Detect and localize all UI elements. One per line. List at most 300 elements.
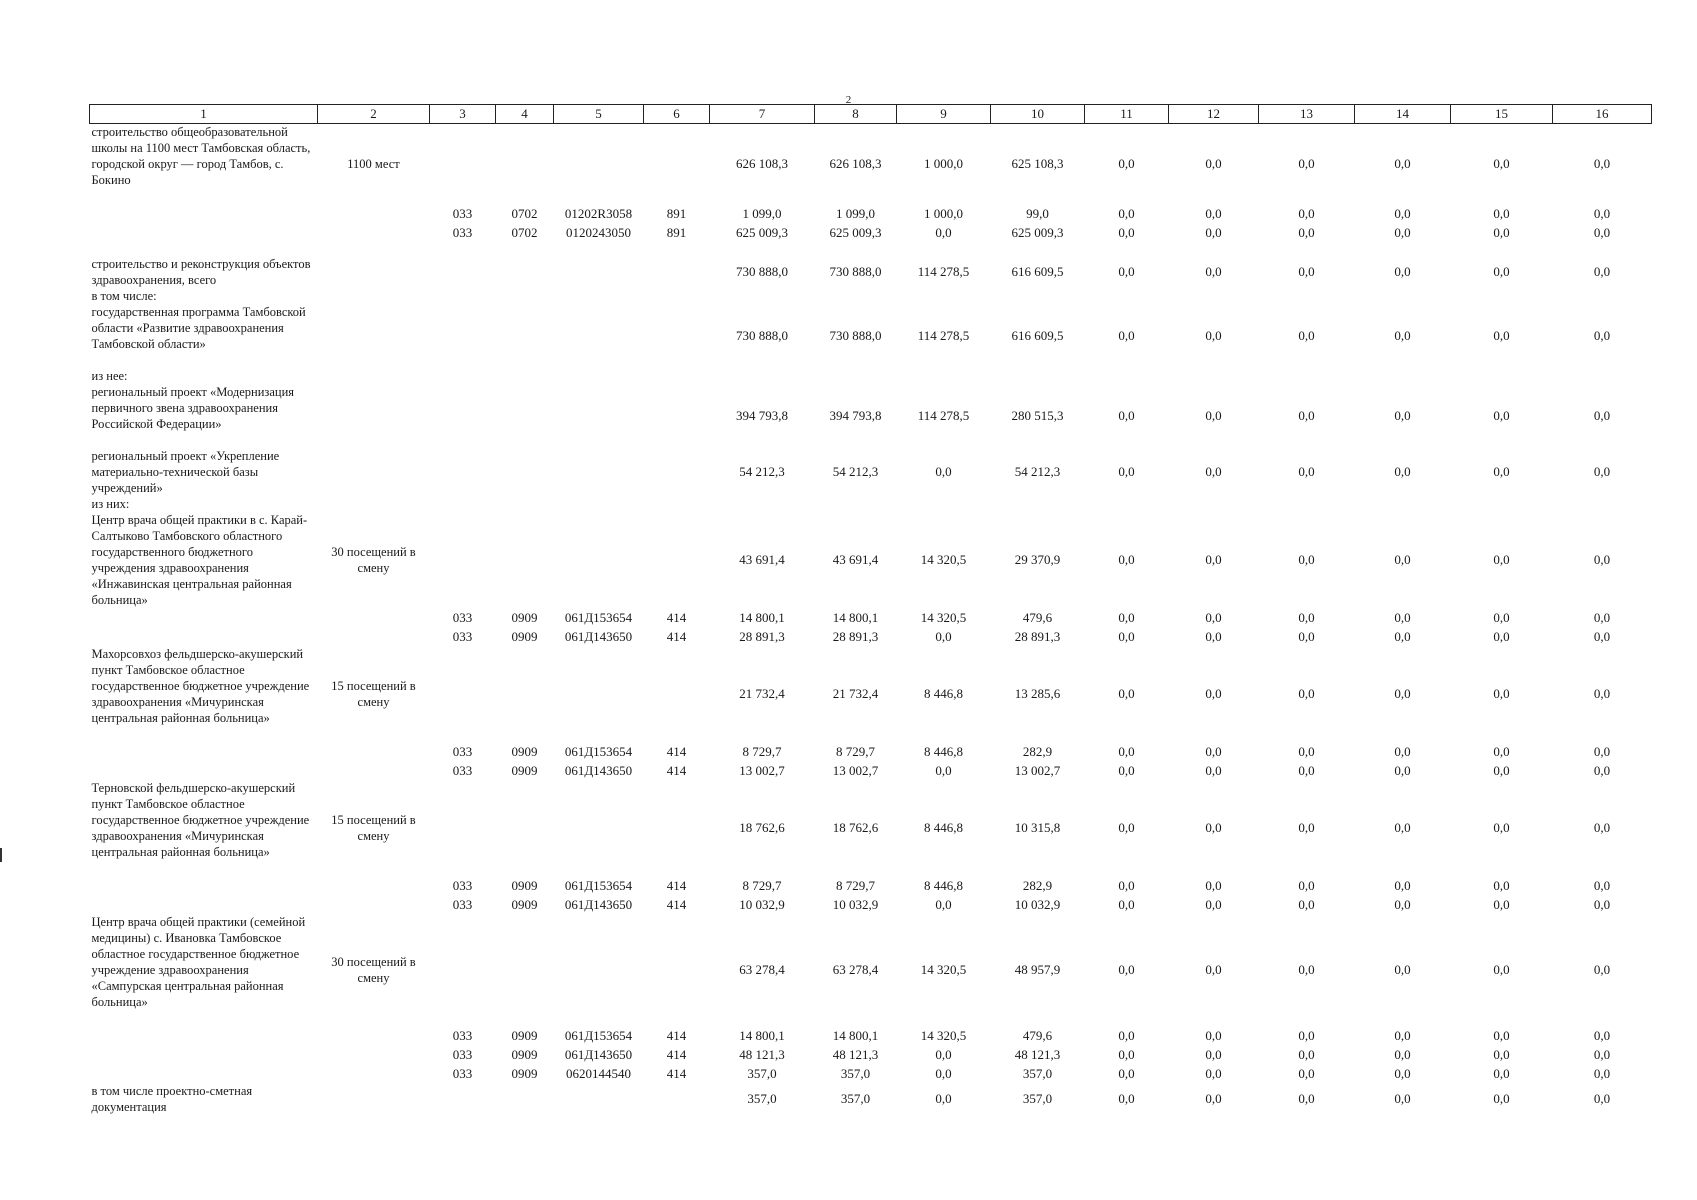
empty-code-cell [430,124,496,205]
item-capacity: 15 посещений в смену [331,813,416,843]
value-col-13: 0,0 [1298,1027,1315,1043]
column-header-16: 16 [1553,105,1652,124]
column-header-8: 8 [815,105,897,124]
target-article-code: 061Д143650 [564,1046,633,1062]
empty-name-cell [90,1026,318,1045]
value-col-9: 14 320,5 [920,962,967,977]
value-col-12: 0,0 [1205,328,1222,343]
value-col-8: 48 121,3 [832,1046,879,1062]
item-row [90,512,1652,608]
value-col-16: 0,0 [1593,156,1611,171]
column-header-3: 3 [430,105,496,124]
value-col-8: 1 099,0 [836,205,875,221]
expense-type-code: 414 [666,743,687,759]
value-col-10: 13 285,6 [1014,686,1061,701]
empty-capacity-cell [318,1026,430,1045]
value-col-15: 0,0 [1493,628,1510,644]
empty-code-cell [644,780,710,876]
empty-code-cell [430,384,496,448]
value-col-13: 0,0 [1298,628,1315,644]
value-col-16: 0,0 [1593,877,1611,893]
item-name: Центр врача общей практики в с. Карай-Салтыково Тамбовского областного государственного бюджетного учреждения здравоохранения «Инжавинская центральная районная больница» [91,513,308,607]
empty-code-cell [554,914,644,1026]
value-col-12: 0,0 [1205,877,1222,893]
value-col-16: 0,0 [1593,762,1611,778]
empty-code-cell [554,256,644,288]
item-row [90,384,1652,448]
empty-code-cell [496,1083,554,1115]
value-col-14: 0,0 [1394,686,1411,701]
empty-capacity-cell [318,1045,430,1064]
value-col-11: 0,0 [1118,962,1135,977]
empty-code-cell [496,914,554,1026]
ministry-code: 033 [452,743,473,759]
value-col-8: 357,0 [840,1065,871,1081]
value-col-10: 282,9 [1022,743,1053,759]
value-col-14: 0,0 [1394,962,1411,977]
value-col-8: 14 800,1 [832,1027,879,1043]
ministry-code: 033 [452,205,473,221]
empty-code-cell [430,914,496,1026]
value-col-12: 0,0 [1205,464,1222,479]
value-col-11: 0,0 [1118,156,1135,171]
item-row [90,304,1652,368]
value-col-11: 0,0 [1118,408,1135,423]
target-article-code: 061Д153654 [564,1027,633,1043]
value-col-11: 0,0 [1118,686,1135,701]
value-col-14: 0,0 [1394,628,1411,644]
value-col-16: 0,0 [1593,628,1611,644]
empty-name-cell [90,876,318,895]
value-col-10: 479,6 [1022,609,1053,625]
value-col-7: 625 009,3 [736,224,788,240]
value-col-16: 0,0 [1593,408,1611,423]
value-col-12: 0,0 [1205,962,1222,977]
value-col-9: 8 446,8 [924,877,963,893]
column-header-10: 10 [991,105,1085,124]
item-row [90,448,1652,496]
empty-code-cell [430,304,496,368]
empty-capacity-cell [318,876,430,895]
code-row [90,223,1652,242]
value-col-7: 28 891,3 [739,628,785,644]
item-capacity [318,448,430,496]
value-col-10: 13 002,7 [1014,762,1061,778]
value-col-7: 394 793,8 [736,408,788,423]
empty-code-cell [644,1083,710,1115]
value-col-9: 1 000,0 [924,156,963,171]
value-col-11: 0,0 [1118,743,1135,759]
code-row [90,876,1652,895]
ministry-code: 033 [452,1027,473,1043]
empty-code-cell [496,256,554,288]
empty-code-cell [554,512,644,608]
section-label-row [90,368,1652,384]
value-col-12: 0,0 [1205,1091,1222,1106]
code-row [90,1064,1652,1083]
ministry-code: 033 [452,628,473,644]
empty-code-cell [554,1083,644,1115]
value-col-16: 0,0 [1593,1065,1611,1081]
value-col-12: 0,0 [1205,1027,1222,1043]
value-col-15: 0,0 [1493,328,1510,343]
value-col-9: 14 320,5 [920,1027,967,1043]
value-col-8: 28 891,3 [832,628,879,644]
value-col-14: 0,0 [1394,464,1411,479]
empty-code-cell [430,646,496,742]
value-col-16: 0,0 [1593,1027,1611,1043]
value-col-12: 0,0 [1205,205,1222,221]
value-col-9: 1 000,0 [924,205,963,221]
empty-code-cell [554,384,644,448]
empty-capacity-cell [318,223,430,242]
column-number-header [90,105,1652,124]
value-col-7: 10 032,9 [739,896,785,912]
empty-name-cell [90,895,318,914]
value-col-7: 54 212,3 [739,464,785,479]
section-label: из нее: [91,369,128,383]
empty-code-cell [644,512,710,608]
item-name: в том числе проектно-сметная документация [91,1084,253,1114]
value-col-16: 0,0 [1593,552,1611,567]
value-col-16: 0,0 [1593,205,1611,221]
code-row [90,761,1652,780]
value-col-12: 0,0 [1205,224,1222,240]
value-col-7: 8 729,7 [742,877,782,893]
empty-name-cell [90,627,318,646]
value-col-9: 114 278,5 [917,264,970,279]
value-col-7: 730 888,0 [736,264,788,279]
value-col-11: 0,0 [1118,820,1135,835]
code-row [90,608,1652,627]
value-col-12: 0,0 [1205,1065,1222,1081]
item-row [90,646,1652,742]
empty-code-cell [430,512,496,608]
value-col-11: 0,0 [1118,877,1135,893]
empty-capacity-cell [318,761,430,780]
value-col-9: 8 446,8 [924,686,963,701]
column-header-6: 6 [644,105,710,124]
value-col-12: 0,0 [1205,408,1222,423]
item-name: Центр врача общей практики (семейной медицины) с. Ивановка Тамбовское областное государственное бюджетное учреждение здравоохранения «Сампурская центральная районная больница» [91,915,306,1009]
expense-type-code: 414 [666,1027,687,1043]
value-col-11: 0,0 [1118,224,1135,240]
empty-code-cell [554,304,644,368]
ministry-code: 033 [452,1046,473,1062]
value-col-8: 357,0 [840,1091,871,1106]
value-col-7: 13 002,7 [739,762,785,778]
value-col-11: 0,0 [1118,205,1135,221]
ministry-code: 033 [452,877,473,893]
value-col-11: 0,0 [1118,264,1135,279]
value-col-15: 0,0 [1493,205,1510,221]
section-code: 0702 [511,205,538,221]
empty-code-cell [496,124,554,205]
column-header-2: 2 [318,105,430,124]
value-col-16: 0,0 [1593,224,1611,240]
value-col-8: 63 278,4 [832,962,879,977]
value-col-12: 0,0 [1205,628,1222,644]
value-col-14: 0,0 [1394,156,1411,171]
expense-type-code: 414 [666,762,687,778]
column-header-1: 1 [90,105,318,124]
ministry-code: 033 [452,224,473,240]
value-col-15: 0,0 [1493,609,1510,625]
target-article-code: 0620144540 [566,1065,631,1081]
ministry-code: 033 [452,896,473,912]
value-col-16: 0,0 [1593,743,1611,759]
expense-type-code: 414 [666,1046,687,1062]
value-col-11: 0,0 [1118,896,1135,912]
empty-code-cell [496,646,554,742]
value-col-12: 0,0 [1205,762,1222,778]
value-col-11: 0,0 [1118,1091,1135,1106]
value-col-10: 280 515,3 [1011,408,1064,423]
value-col-16: 0,0 [1593,464,1611,479]
value-col-11: 0,0 [1118,464,1135,479]
value-col-10: 10 032,9 [1014,896,1061,912]
value-col-8: 730 888,0 [829,328,882,343]
empty-code-cell [496,448,554,496]
code-row [90,627,1652,646]
value-col-10: 625 108,3 [1011,156,1064,171]
value-col-13: 0,0 [1298,156,1315,171]
value-col-7: 48 121,3 [739,1046,785,1062]
column-header-4: 4 [496,105,554,124]
value-col-7: 14 800,1 [739,1027,785,1043]
value-col-15: 0,0 [1493,1091,1510,1106]
value-col-12: 0,0 [1205,686,1222,701]
value-col-13: 0,0 [1298,1065,1315,1081]
value-col-13: 0,0 [1298,743,1315,759]
empty-capacity-cell [318,627,430,646]
value-col-14: 0,0 [1394,820,1411,835]
value-col-14: 0,0 [1394,552,1411,567]
expense-type-code: 414 [666,628,687,644]
value-col-16: 0,0 [1593,1046,1611,1062]
value-col-10: 48 957,9 [1014,962,1061,977]
empty-capacity-cell [318,608,430,627]
value-col-13: 0,0 [1298,762,1315,778]
value-col-9: 114 278,5 [917,408,970,423]
value-col-8: 625 009,3 [829,224,882,240]
value-col-13: 0,0 [1298,877,1315,893]
empty-code-cell [644,304,710,368]
empty-code-cell [644,124,710,205]
column-header-12: 12 [1169,105,1259,124]
value-col-8: 626 108,3 [829,156,882,171]
value-col-13: 0,0 [1298,552,1315,567]
value-col-13: 0,0 [1298,224,1315,240]
section-code: 0909 [511,762,538,778]
item-name: Махорсовхоз фельдшерско-акушерский пункт Тамбовское областное государственное бюджетное учреждение здравоохранения «Мичуринская центральная районная больница» [91,647,310,725]
value-col-9: 0,0 [935,628,952,644]
value-col-14: 0,0 [1394,328,1411,343]
value-col-13: 0,0 [1298,1091,1315,1106]
empty-code-cell [496,780,554,876]
value-col-9: 0,0 [935,464,952,479]
value-col-16: 0,0 [1593,1091,1611,1106]
value-col-12: 0,0 [1205,743,1222,759]
scan-margin-mark [0,848,2,862]
value-col-16: 0,0 [1593,820,1611,835]
section-code: 0909 [511,743,538,759]
value-col-13: 0,0 [1298,464,1315,479]
value-col-7: 43 691,4 [739,552,785,567]
value-col-11: 0,0 [1118,628,1135,644]
budget-table [89,104,1652,1115]
page-number: 2 [845,94,852,106]
target-article-code: 061Д153654 [564,609,633,625]
value-col-15: 0,0 [1493,408,1510,423]
value-col-13: 0,0 [1298,896,1315,912]
section-code: 0909 [511,896,538,912]
value-col-14: 0,0 [1394,1027,1411,1043]
item-row [90,914,1652,1026]
value-col-15: 0,0 [1493,743,1510,759]
empty-code-cell [430,1083,496,1115]
value-col-8: 21 732,4 [832,686,879,701]
value-col-15: 0,0 [1493,762,1510,778]
value-col-8: 14 800,1 [832,609,879,625]
expense-type-code: 891 [666,224,687,240]
ministry-code: 033 [452,1065,473,1081]
value-col-14: 0,0 [1394,1091,1411,1106]
value-col-8: 394 793,8 [829,408,882,423]
value-col-15: 0,0 [1493,686,1510,701]
column-header-13: 13 [1259,105,1355,124]
value-col-7: 357,0 [747,1091,777,1106]
value-col-8: 10 032,9 [832,896,879,912]
empty-code-cell [430,256,496,288]
code-row [90,1026,1652,1045]
value-col-13: 0,0 [1298,609,1315,625]
section-code: 0909 [511,1027,538,1043]
value-col-15: 0,0 [1493,877,1510,893]
empty-code-cell [554,646,644,742]
value-col-9: 0,0 [935,1046,952,1062]
empty-code-cell [644,448,710,496]
target-article-code: 061Д143650 [564,896,633,912]
value-col-15: 0,0 [1493,1027,1510,1043]
item-name: государственная программа Тамбовской области «Развитие здравоохранения Тамбовской области» [91,305,306,351]
value-col-12: 0,0 [1205,156,1222,171]
value-col-9: 0,0 [935,896,952,912]
value-col-11: 0,0 [1118,609,1135,625]
value-col-9: 14 320,5 [920,552,967,567]
value-col-13: 0,0 [1298,1046,1315,1062]
item-capacity: 30 посещений в смену [331,955,416,985]
item-row [90,780,1652,876]
value-col-14: 0,0 [1394,205,1411,221]
value-col-16: 0,0 [1593,264,1611,279]
table-body [90,124,1652,1116]
value-col-10: 28 891,3 [1014,628,1061,644]
target-article-code: 0120243050 [566,224,631,240]
value-col-12: 0,0 [1205,552,1222,567]
column-header-5: 5 [554,105,644,124]
empty-code-cell [496,304,554,368]
target-article-code: 061Д143650 [564,628,633,644]
value-col-10: 10 315,8 [1014,820,1061,835]
value-col-16: 0,0 [1593,962,1611,977]
value-col-13: 0,0 [1298,820,1315,835]
value-col-16: 0,0 [1593,328,1611,343]
target-article-code: 061Д153654 [564,743,633,759]
empty-capacity-cell [318,895,430,914]
value-col-11: 0,0 [1118,1046,1135,1062]
value-col-11: 0,0 [1118,328,1135,343]
section-code: 0909 [511,877,538,893]
empty-name-cell [90,223,318,242]
item-capacity [318,1083,430,1115]
value-col-14: 0,0 [1394,408,1411,423]
value-col-11: 0,0 [1118,1065,1135,1081]
value-col-11: 0,0 [1118,552,1135,567]
value-col-10: 616 609,5 [1011,264,1064,279]
value-col-7: 1 099,0 [742,205,782,221]
value-col-13: 0,0 [1298,205,1315,221]
column-header-7: 7 [710,105,815,124]
value-col-13: 0,0 [1298,686,1315,701]
value-col-7: 14 800,1 [739,609,785,625]
value-col-8: 730 888,0 [829,264,882,279]
empty-cell [318,496,1652,512]
item-row [90,124,1652,205]
value-col-11: 0,0 [1118,762,1135,778]
target-article-code: 061Д143650 [564,762,633,778]
value-col-14: 0,0 [1394,877,1411,893]
ministry-code: 033 [452,762,473,778]
section-label-row [90,496,1652,512]
empty-cell [318,368,1652,384]
value-col-12: 0,0 [1205,896,1222,912]
empty-name-cell [90,742,318,761]
item-name: региональный проект «Укрепление материально-технической базы учреждений» [91,449,280,495]
section-code: 0909 [511,1065,538,1081]
item-capacity: 30 посещений в смену [331,545,416,575]
value-col-13: 0,0 [1298,328,1315,343]
value-col-10: 54 212,3 [1014,464,1061,479]
empty-code-cell [644,256,710,288]
empty-capacity-cell [318,1064,430,1083]
empty-name-cell [90,1045,318,1064]
value-col-9: 0,0 [935,762,952,778]
value-col-14: 0,0 [1394,264,1411,279]
value-col-13: 0,0 [1298,408,1315,423]
item-capacity: 1100 мест [347,157,400,171]
value-col-9: 0,0 [935,1065,952,1081]
value-col-8: 8 729,7 [836,877,875,893]
value-col-13: 0,0 [1298,264,1315,279]
empty-code-cell [430,780,496,876]
value-col-15: 0,0 [1493,552,1510,567]
value-col-8: 18 762,6 [832,820,879,835]
item-capacity [318,384,430,448]
value-col-7: 626 108,3 [736,156,788,171]
value-col-10: 625 009,3 [1011,224,1064,240]
section-code: 0702 [511,224,538,240]
value-col-9: 0,0 [935,224,952,240]
value-col-15: 0,0 [1493,1065,1510,1081]
expense-type-code: 414 [666,877,687,893]
column-header-14: 14 [1355,105,1451,124]
code-row [90,204,1652,223]
section-code: 0909 [511,609,538,625]
target-article-code: 01202R3058 [564,205,633,221]
expense-type-code: 414 [666,1065,687,1081]
value-col-15: 0,0 [1493,1046,1510,1062]
